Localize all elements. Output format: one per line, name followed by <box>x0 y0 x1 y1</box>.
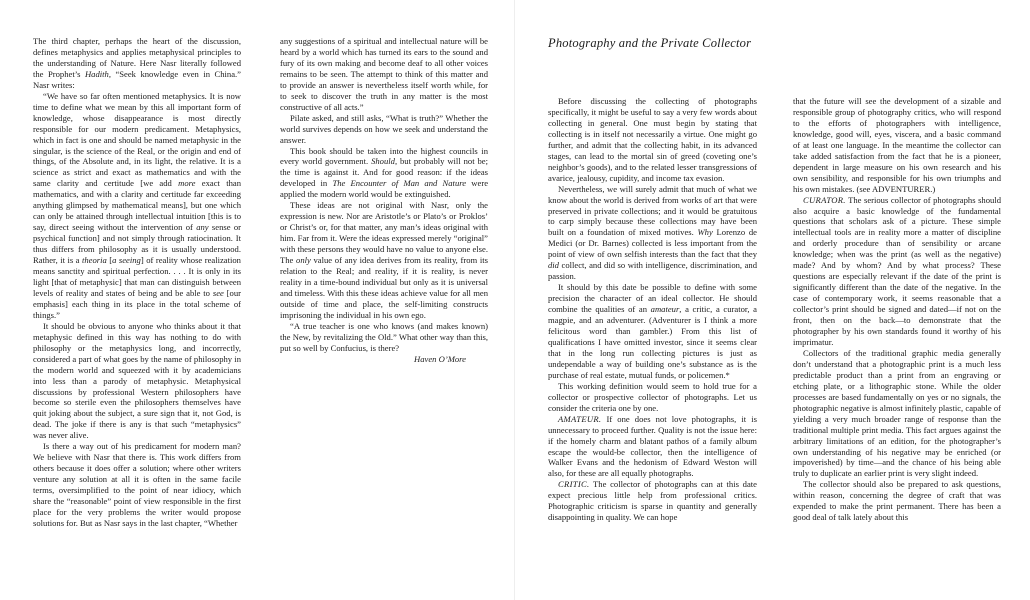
paragraph: “A true teacher is one who knows (and makes known) the New, by revitalizing the Old.” What other way than this, put so well by Confucius, is there? <box>280 320 488 353</box>
paragraph: The collector should also be prepared to ask questions, within reason, concerning the degree of craft that was expended to make the print permanent. There has been a good deal of talk lately about this <box>793 479 1001 523</box>
paragraph: Is there a way out of his predicament for modern man? We believe with Nasr that there is. This work differs from others because it does offer a solution; where other writers venture any solution at all it is often in the same facile terms, oversimplified to the point of near idiocy, which share the “reasonable” point of view responsible in the first place for the very problems the writer would propose solutions for. But as Nasr says in the last chapter, “Whether <box>33 441 241 528</box>
paragraph: CRITIC. The collector of photographs can at this date expect precious little help from professional critics. Photographic criticism is sparse in quantity and generally disappointing in quality. We can hope <box>548 479 757 523</box>
paragraph: AMATEUR. If one does not love photographs, it is unnecessary to proceed further. Quality is not the issue here: if the homely charm and blatant pathos of a family album escape the would-be collector, then the intelligence of Walker Evans and the hedonism of Edward Weston will also, for these are all equally photographs. <box>548 413 757 479</box>
paragraph: Nevertheless, we will surely admit that much of what we know about the world is derived from works of art that were preserved in private collections; and it would be gratuitous to carp simply because these collections may have been built on a foundation of mixed motives. Why Lorenzo de Medici (or Dr. Barnes) collected is less important from the point of view of own selfish interests than the fact that they did collect, and did so with intelligence, discrimination, and passion. <box>548 183 757 282</box>
paragraph: This book should be taken into the highest councils in every world government. Should, but probably will not be; the time is against it. And for good reason: if the ideas developed in The Encounter of Man and Nature were applied the modern world would be extinguished. <box>280 145 489 200</box>
paragraph: It should be obvious to anyone who thinks about it that metaphysic defined in this way has nothing to do with philosophy or the metaphysics long, and incorrectly, considered a part of what goes by the name of philosophy in the modern world and squeezed with it by academicians into less than a parody of metaphysic. Metaphysical discussions by professional Western philosophers have become so sterile even the philosophers themselves have quit joking about the subject, a sure sign that it, not God, is dead. The joke if there is any is that such “metaphysics” was never alive. <box>33 320 241 441</box>
criterion-label: AMATEUR. <box>558 413 602 424</box>
paragraph: Before discussing the collecting of photographs specifically, it might be useful to say a very few words about collecting in general. One must begin by stating that collecting is in itself not necessarily a virtue. One might go further, and admit that the collecting habit, in its advanced stages, can lead to the mortal sin of greed (coveting one’s neighbor’s goods), and to the related lesser transgressions of avarice, jealousy, cupidity, and income tax evasion. <box>548 96 757 183</box>
block-quote: “We have so far often mentioned metaphysics. It is now time to define what we mean by this all important form of knowledge, whose disappearance is most directly responsible for our modern predicament. Metaphysics, which in fact is one and should be named metaphysic in the singular, is the science of the Real, or the origin and end of things, of the Absolute and, in its light, the relative. It is a science as strict and exact as mathematics and with the same clarity and certitude [we add more exact than mathematics, and with a clarity and certitude far exceeding anything glimpsed by mathematical means], but one which can only be attained through intellectual intuition [this is to say, direct seeing without the intervention of any sense or psychical function] and not simply through ratiocination. It thus differs from philosophy as it is usually understood. Rather, it is a theoria [a seeing] of reality whose realization means sanctity and spiritual perfection. . . . It is only in its light [that of metaphysic] that man can distinguish between levels of reality and states of being and be able to see [our emphasis] each thing in its place in the total scheme of things.” <box>33 90 242 320</box>
author-signature: Haven O’More <box>414 353 466 364</box>
right-page <box>515 0 1030 600</box>
criterion-label: CRITIC. <box>558 479 590 490</box>
criterion-label: CURATOR. <box>803 194 846 205</box>
paragraph: These ideas are not original with Nasr, only the expression is new. Nor are Aristotle’s or Plato’s or Proklos’ or Christ’s or, for that matter, any man’s ideas original with him. Far from it. Were the ideas expressed merely “original” with these persons they would have no value to anyone else. The only value of any idea derives from its reality, from its relation to the Real; and reality, if it is reality, is never reality in a time-bound individual but only as it is universal and timeless. With this these ideas achieve value for all men outside of time and place, the self-limiting constructs imprisoning the individual in his own ego. <box>280 200 488 320</box>
paragraph: Collectors of the traditional graphic media generally don’t understand that a photographic print is a much less predictable product than a print from an engraving or etching plate, or a lithographic stone. While the older processes are based fundamentally on yes or no signals, the photographic negative is almost infinitely plastic, capable of yielding a very much broader range of response than the traditional multiple print media. This fact argues against the arbitrary limitations of an edition, for the photographer’s own understanding of his negative may be enriched (or impoverished) by time—and the chance of his being able truly to duplicate an earlier print is very slight indeed. <box>793 347 1001 479</box>
paragraph: any suggestions of a spiritual and intellectual nature will be heard by a world which has turned its ears to the sound and fury of its own making and become deaf to all other voices remains to be seen. The attempt to think of this matter and to provide an answer is nevertheless itself worth while, for to seek to discover the truth in any matter is the most constructive of all acts.” <box>280 36 488 112</box>
paragraph: This working definition would seem to hold true for a collector or prospective collector of photographs. Let us consider the criteria one by one. <box>548 380 757 413</box>
paragraph: CURATOR. The serious collector of photographs should also acquire a basic knowledge of the fundamental questions that scholars ask of a picture. These simple intellectual tools are in reality more a matter of discipline and orderly procedure than of sensibility or arcane knowledge; when was the print (as well as the negative) made? And by whom? And by what process? These questions are especially relevant if the date of the print is significantly different than the date of the negative. In the case of contemporary work, it seems reasonable that a collector’s print should be signed and dated—if not on the front, then on the back—to demonstrate that the photographer by his own standards found it worthy of his imprimatur. <box>793 194 1001 347</box>
page-title: Photography and the Private Collector <box>548 36 752 50</box>
paragraph: that the future will see the development of a sizable and responsible group of photography critics, who will respond to the efforts of photographers with intelligence, knowledge, good will, eyes, viscera, and a basic command of at least one language. In the meantime the collector can take added satisfaction from the fact that he is a pioneer, dependent in large measure on his own research and his own sensibility, and responsible for his own triumphs and his own mistakes. (see ADVENTURER.) <box>793 96 1001 194</box>
paragraph: The third chapter, perhaps the heart of the discussion, defines metaphysics and applies metaphysical principles to the understanding of Nature. Here Nasr literally followed the Prophet’s Hadith, “Seek knowledge even in China.” Nasr writes: <box>33 36 242 90</box>
paragraph: It should by this date be possible to define with some precision the character of an ideal collector. He should combine the qualities of an amateur, a critic, a curator, a magpie, and an adventurer. (Adventurer is I think a more felicitous word than gambler.) From this list of qualifications I have omitted investor, since it seems clear that in the long run collecting pictures is just as undependable a way of building one’s substance as is the purchase of real estate, mutual funds, or policemen.* <box>548 282 757 380</box>
paragraph: Pilate asked, and still asks, “What is truth?” Whether the world survives depends on how we seek and understand the answer. <box>280 112 488 145</box>
left-column-1 <box>33 36 241 529</box>
right-column-1 <box>548 96 757 523</box>
left-column-2 <box>280 36 488 365</box>
right-column-2 <box>793 96 1001 523</box>
